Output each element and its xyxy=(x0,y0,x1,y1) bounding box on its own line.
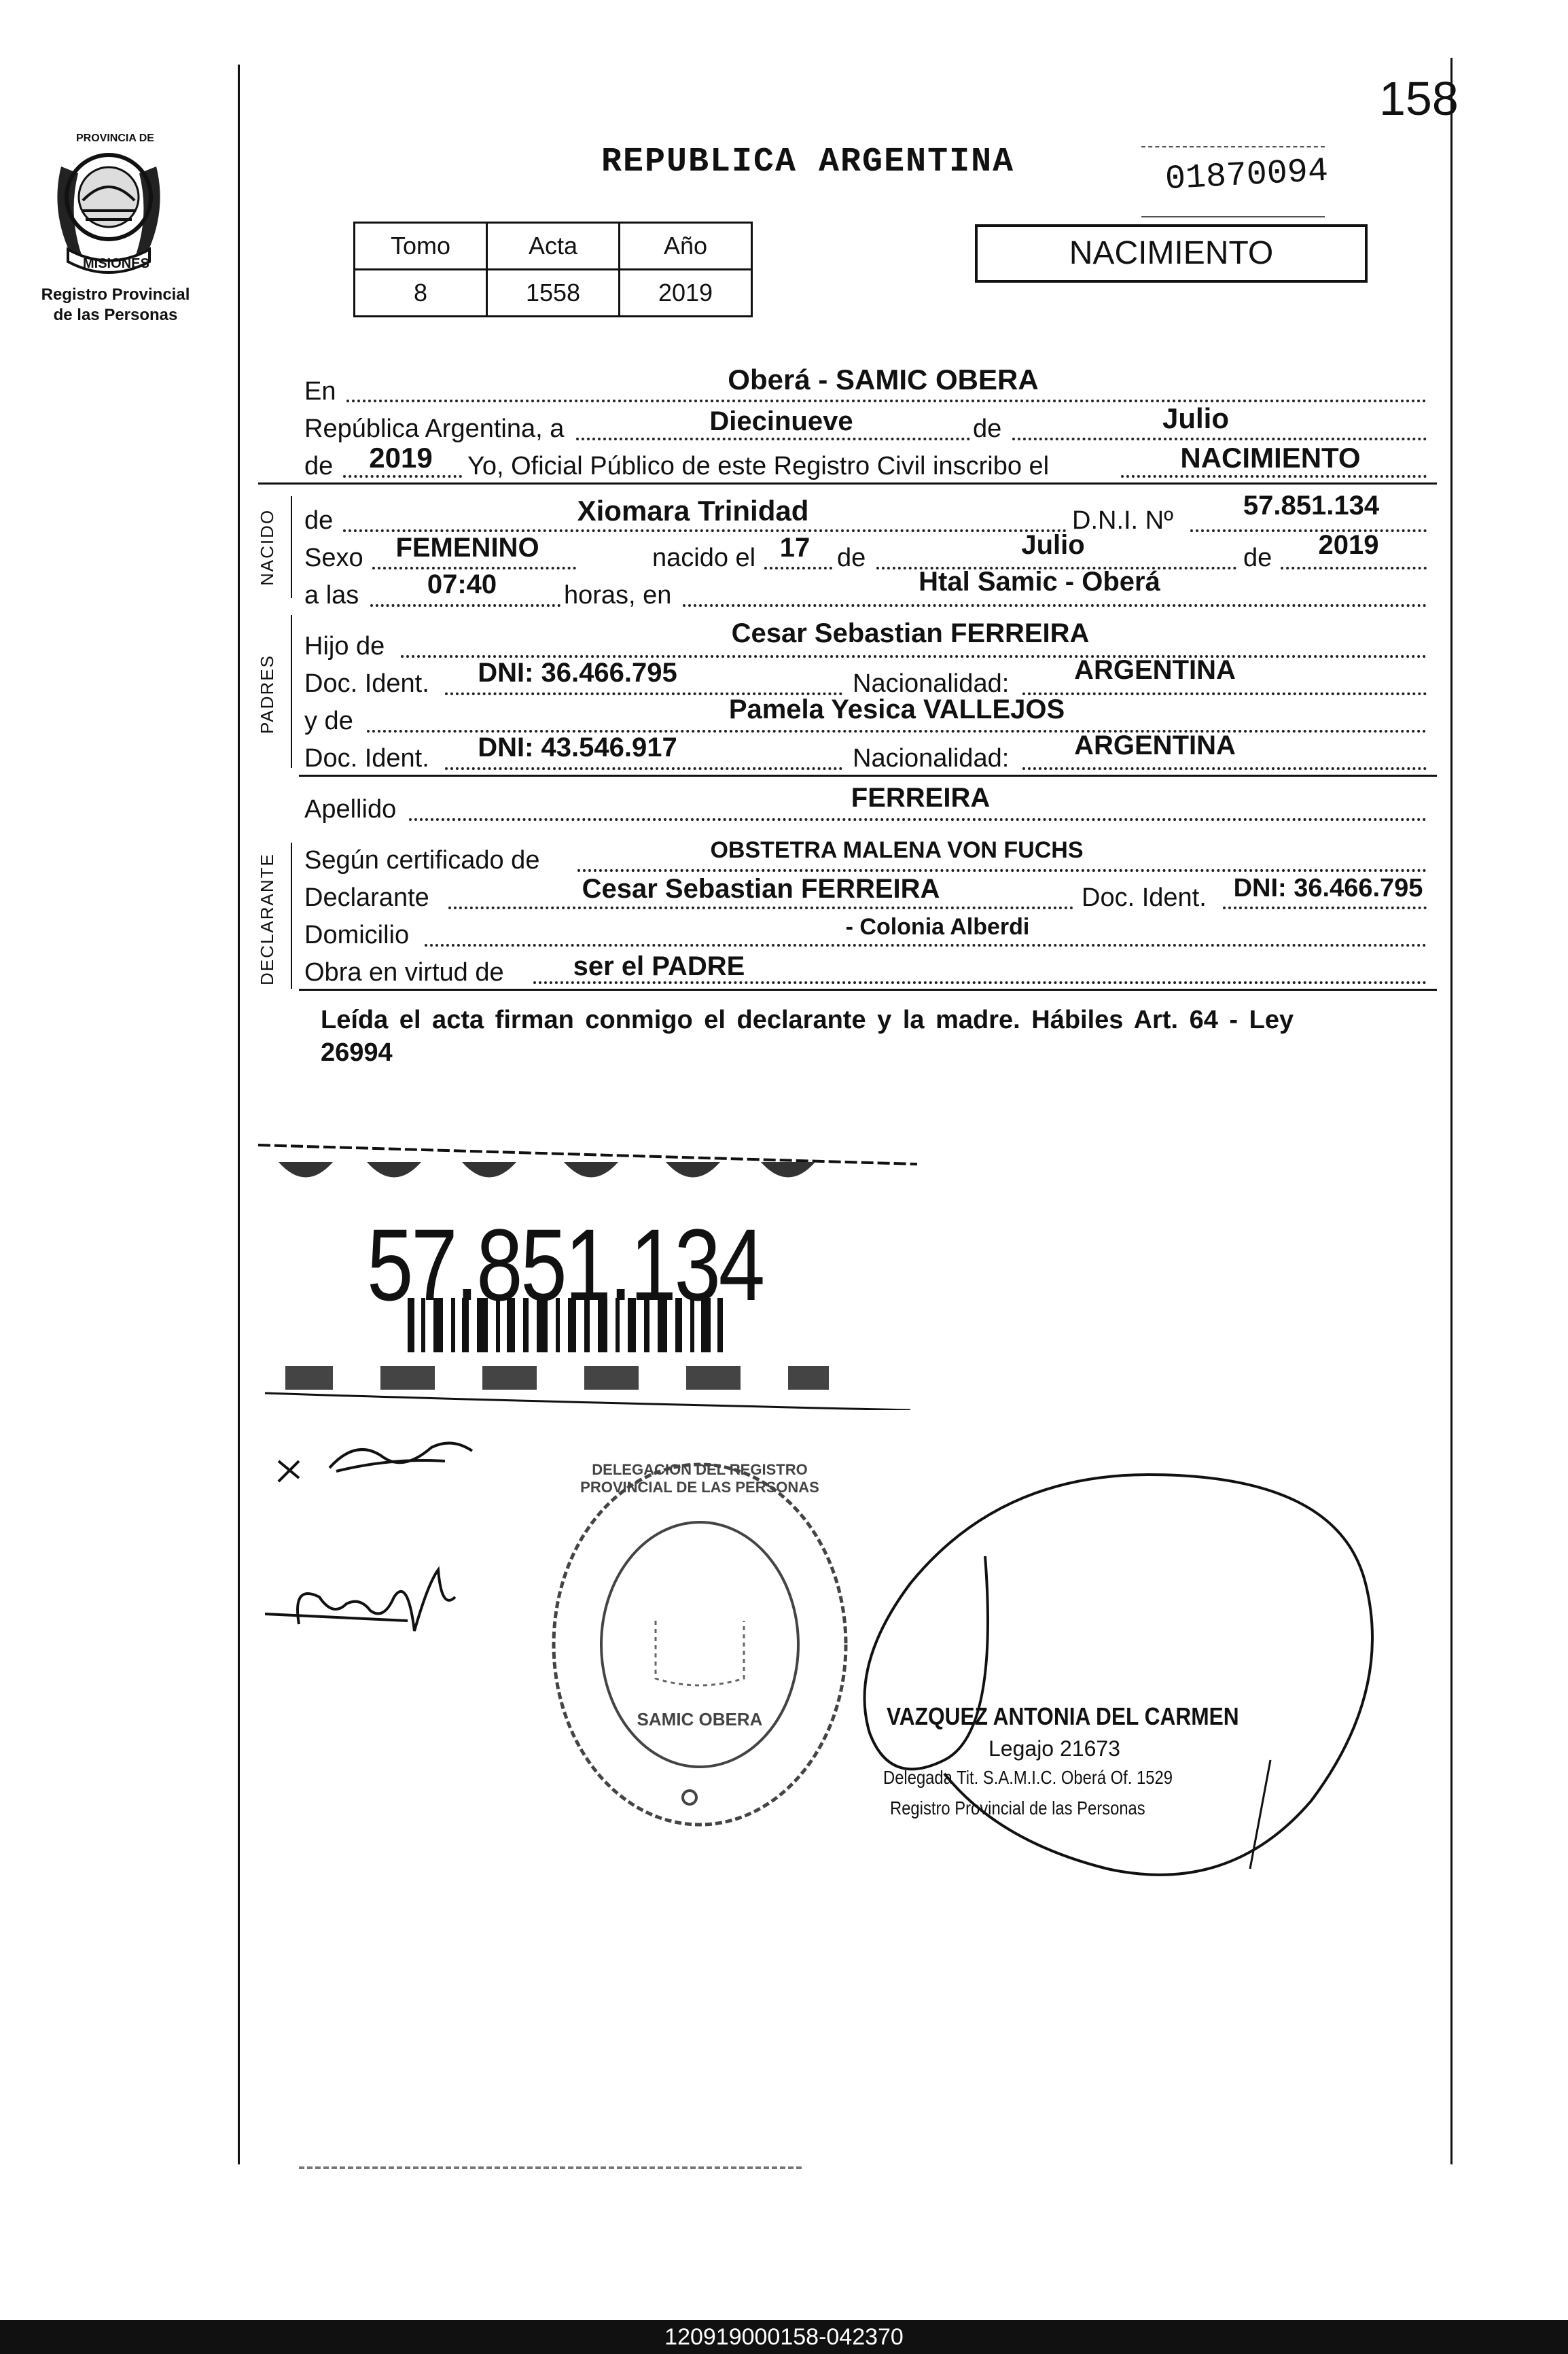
value-child-name: Xiomara Trinidad xyxy=(577,495,809,527)
label-dni: D.N.I. Nº xyxy=(1072,506,1173,535)
dots-month xyxy=(1012,438,1427,440)
value-child-dni: 57.851.134 xyxy=(1243,491,1380,521)
dots-declarant-dni xyxy=(1223,907,1427,909)
label-nacido-el: nacido el xyxy=(652,544,756,572)
value-father-name: Cesar Sebastian FERREIRA xyxy=(731,618,1090,648)
value-certificate: OBSTETRA MALENA VON FUCHS xyxy=(710,837,1084,863)
footer-code: 120919000158-042370 xyxy=(664,2324,904,2350)
label-doc-ident-2: Doc. Ident. xyxy=(304,744,429,773)
label-de-month: de xyxy=(973,415,1002,443)
value-birth-month: Julio xyxy=(1021,530,1085,560)
side-label-declarante: DECLARANTE xyxy=(257,853,277,985)
logo-text-top: PROVINCIA DE xyxy=(76,133,154,144)
value-father-dni: DNI: 36.466.795 xyxy=(478,658,677,688)
serial-underline-2 xyxy=(1141,216,1325,217)
dni-sticker xyxy=(258,1131,917,1410)
bottom-dashed-line xyxy=(299,2166,802,2169)
closing-text-1: Leída el acta firman conmigo el declarante y la madre. Hábiles Art. 64 - Ley xyxy=(321,1006,1294,1034)
page-number: 158 xyxy=(1379,72,1459,125)
dots-birth-year xyxy=(1281,567,1427,569)
value-birth-year: 2019 xyxy=(1318,530,1379,560)
record-type-box xyxy=(975,224,1368,283)
logo-caption-1: Registro Provincial xyxy=(41,285,190,304)
official-name: VAZQUEZ ANTONIA DEL CARMEN xyxy=(887,1702,1239,1730)
serial-number: 01870094 xyxy=(1164,152,1330,200)
label-de-year: de xyxy=(304,452,334,480)
label-apellido: Apellido xyxy=(304,795,397,824)
declarant-signature xyxy=(268,1430,486,1492)
logo-text-bottom: MISIONES xyxy=(83,256,149,271)
table-header-ano: Año xyxy=(620,223,752,270)
label-segun: Según certificado de xyxy=(304,846,540,875)
register-table xyxy=(353,222,753,317)
label-oficial: Yo, Oficial Público de este Registro Civil inscribo el xyxy=(467,452,1050,480)
value-month: Julio xyxy=(1162,402,1229,434)
value-birth-time: 07:40 xyxy=(427,569,497,599)
serial-underline xyxy=(1141,146,1325,147)
dots-declarant xyxy=(448,907,1073,909)
value-birth-day: 17 xyxy=(779,533,810,563)
dots-mother-nat xyxy=(1022,767,1427,770)
table-header-acta: Acta xyxy=(487,223,620,270)
value-father-nationality: ARGENTINA xyxy=(1074,655,1236,685)
mother-signature xyxy=(258,1556,476,1651)
registry-logo xyxy=(41,126,177,282)
dots-birth-day xyxy=(764,567,832,569)
official-legajo: Legajo 21673 xyxy=(988,1736,1120,1761)
section-line-3 xyxy=(299,989,1437,991)
section-line-2 xyxy=(299,775,1437,777)
label-doc-ident: Doc. Ident. xyxy=(304,669,429,698)
label-de-name: de xyxy=(304,506,334,535)
value-year: 2019 xyxy=(369,442,433,474)
value-declarant-dni: DNI: 36.466.795 xyxy=(1233,874,1423,902)
table-header-tomo: Tomo xyxy=(355,223,487,270)
declarante-bracket xyxy=(291,843,292,989)
value-record: NACIMIENTO xyxy=(1180,442,1361,474)
section-line-1 xyxy=(258,482,1437,485)
stamp-inner: SAMIC OBERA xyxy=(637,1709,763,1729)
header-title: REPUBLICA ARGENTINA xyxy=(601,143,1015,181)
logo-caption-2: de las Personas xyxy=(53,306,178,324)
value-surname: FERREIRA xyxy=(851,783,991,813)
label-domicilio: Domicilio xyxy=(304,921,410,949)
left-margin-line xyxy=(238,65,240,2164)
label-y-de: y de xyxy=(304,707,353,735)
value-declarant: Cesar Sebastian FERREIRA xyxy=(582,874,940,904)
label-nacionalidad: Nacionalidad: xyxy=(853,669,1010,698)
dots-time xyxy=(370,604,560,607)
value-day-words: Diecinueve xyxy=(709,406,853,436)
value-mother-nationality: ARGENTINA xyxy=(1074,731,1236,760)
side-label-padres: PADRES xyxy=(257,654,277,734)
side-label-nacido: NACIDO xyxy=(257,508,277,586)
footer-bar xyxy=(0,2320,1568,2354)
dots-record xyxy=(1121,475,1427,478)
label-republica: República Argentina, a xyxy=(304,415,565,443)
label-sexo: Sexo xyxy=(304,544,363,572)
dots-surname xyxy=(409,818,1427,821)
table-value-ano: 2019 xyxy=(620,270,752,317)
closing-text-2: 26994 xyxy=(321,1038,393,1067)
label-en: En xyxy=(304,377,336,406)
label-de-birth-month: de xyxy=(837,544,866,572)
value-address: - Colonia Alberdi xyxy=(845,914,1030,940)
official-registry: Registro Provincial de las Personas xyxy=(890,1797,1145,1819)
label-hijo-de: Hijo de xyxy=(304,632,385,661)
dots-certificate xyxy=(577,869,1427,872)
label-a-las: a las xyxy=(304,581,359,610)
value-mother-dni: DNI: 43.546.917 xyxy=(478,733,677,762)
label-nacionalidad-2: Nacionalidad: xyxy=(853,744,1010,773)
dots-address xyxy=(425,944,1427,947)
label-declarante: Declarante xyxy=(304,883,429,912)
value-sex: FEMENINO xyxy=(395,533,539,563)
padres-bracket xyxy=(291,615,292,768)
table-value-acta: 1558 xyxy=(487,270,620,317)
dots-republica-day xyxy=(576,438,970,440)
record-type: NACIMIENTO xyxy=(1069,235,1274,271)
official-delegation: Delegada Tit. S.A.M.I.C. Oberá Of. 1529 xyxy=(883,1767,1173,1788)
table-value-tomo: 8 xyxy=(355,270,487,317)
dots-year xyxy=(343,475,462,478)
label-horas-en: horas, en xyxy=(564,581,672,610)
value-birth-place: Htal Samic - Oberá xyxy=(919,567,1160,597)
label-doc-ident-3: Doc. Ident. xyxy=(1082,883,1207,912)
dots-birth-place xyxy=(683,604,1427,607)
value-capacity: ser el PADRE xyxy=(573,951,745,981)
stamp-text: DELEGACION DEL REGISTRO PROVINCIAL DE LAS PERSONAS xyxy=(580,1461,819,1496)
label-obra: Obra en virtud de xyxy=(304,958,504,987)
label-de-birth-year: de xyxy=(1243,544,1272,572)
sticker-number: 57.851.134 xyxy=(367,1208,763,1322)
value-place: Oberá - SAMIC OBERA xyxy=(728,364,1039,396)
nacido-bracket xyxy=(291,496,292,598)
value-mother-name: Pamela Yesica VALLEJOS xyxy=(728,695,1065,724)
dots-mother-dni xyxy=(445,767,842,770)
